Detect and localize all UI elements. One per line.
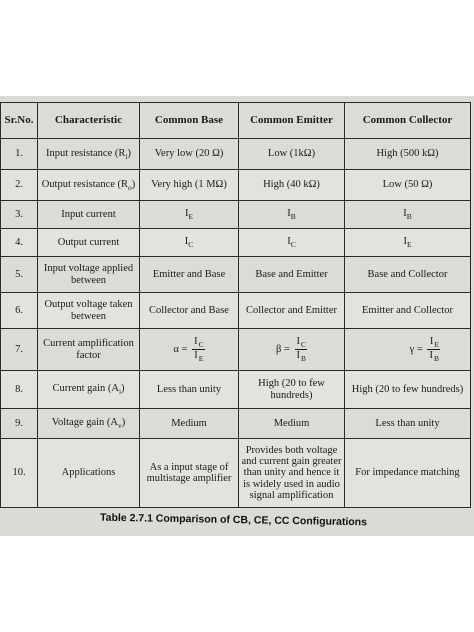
row-cc-formula: γ = $\frac{I_E}{I_B}$ xyxy=(345,329,471,371)
table-row xyxy=(1,329,471,371)
header-common-collector: Common Collector xyxy=(345,103,471,139)
row-number: 2. xyxy=(1,170,38,201)
header-characteristic: Characteristic xyxy=(38,103,140,139)
row-ce-value: $I_C$ xyxy=(239,229,345,257)
row-cc-value: For impedance matching xyxy=(345,439,471,508)
row-characteristic: Output voltage taken between xyxy=(38,293,140,329)
row-ce-value: $I_B$ xyxy=(239,201,345,229)
fraction: $\frac{I_E}{I_B}$ xyxy=(429,336,439,364)
row-characteristic: Output resistance $(R_o)$ xyxy=(38,170,140,201)
table-row xyxy=(1,439,471,508)
row-cc-value: $I_E$ xyxy=(345,229,471,257)
row-cb-value: Medium xyxy=(140,409,239,439)
row-number: 6. xyxy=(1,293,38,329)
row-number: 8. xyxy=(1,371,38,409)
row-characteristic: Applications xyxy=(38,439,140,508)
table-row xyxy=(1,170,471,201)
row-ce-value: High (20 to few hundreds) xyxy=(239,371,345,409)
row-characteristic: Output current xyxy=(38,229,140,257)
row-characteristic: Input current xyxy=(38,201,140,229)
row-cc-value: Base and Collector xyxy=(345,257,471,293)
row-cc-value: High (500 kΩ) xyxy=(345,139,471,170)
row-ce-value: Provides both voltage and current gain greater than unity and hence it is widely used in audio signal amplification xyxy=(239,439,345,508)
table-row xyxy=(1,409,471,439)
table-row xyxy=(1,293,471,329)
row-number: 3. xyxy=(1,201,38,229)
header-srno: Sr.No. xyxy=(1,103,38,139)
row-number: 4. xyxy=(1,229,38,257)
row-cc-value: High (20 to few hundreds) xyxy=(345,371,471,409)
table-row xyxy=(1,139,471,170)
row-number: 10. xyxy=(1,439,38,508)
row-ce-value: Collector and Emitter xyxy=(239,293,345,329)
table-header-row xyxy=(1,103,471,139)
row-ce-value: High (40 kΩ) xyxy=(239,170,345,201)
comparison-table xyxy=(0,102,471,508)
row-ce-value: Low (1kΩ) xyxy=(239,139,345,170)
row-cc-value: Less than unity xyxy=(345,409,471,439)
row-characteristic: Input resistance $(R_i)$ xyxy=(38,139,140,170)
row-ce-formula: β = $\frac{I_C}{I_B}$ xyxy=(239,329,345,371)
row-cc-value: Low (50 Ω) xyxy=(345,170,471,201)
table-caption: Table 2.7.1 Comparison of CB, CE, CC Configurations xyxy=(99,511,368,529)
fraction: $\frac{I_C}{I_B}$ xyxy=(296,336,307,364)
row-number: 9. xyxy=(1,409,38,439)
row-cc-value: Emitter and Collector xyxy=(345,293,471,329)
row-cb-value: $I_C$ xyxy=(140,229,239,257)
row-cb-value: $I_E$ xyxy=(140,201,239,229)
table-row xyxy=(1,257,471,293)
row-number: 5. xyxy=(1,257,38,293)
fraction: $\frac{I_C}{I_E}$ xyxy=(194,336,204,364)
row-characteristic: Input voltage applied between xyxy=(38,257,140,293)
row-number: 1. xyxy=(1,139,38,170)
row-characteristic: Current amplification factor xyxy=(38,329,140,371)
row-cc-value: $I_B$ xyxy=(345,201,471,229)
row-cb-value: Less than unity xyxy=(140,371,239,409)
row-characteristic: Voltage gain $(A_v)$ xyxy=(38,409,140,439)
row-number: 7. xyxy=(1,329,38,371)
table-row xyxy=(1,371,471,409)
row-ce-value: Medium xyxy=(239,409,345,439)
table-row xyxy=(1,201,471,229)
row-cb-formula: α = $\frac{I_C}{I_E}$ xyxy=(140,329,239,371)
row-ce-value: Base and Emitter xyxy=(239,257,345,293)
header-common-base: Common Base xyxy=(140,103,239,139)
header-common-emitter: Common Emitter xyxy=(239,103,345,139)
table-row xyxy=(1,229,471,257)
row-cb-value: Very high (1 MΩ) xyxy=(140,170,239,201)
row-characteristic: Current gain $(A_i)$ xyxy=(38,371,140,409)
row-cb-value: Emitter and Base xyxy=(140,257,239,293)
row-cb-value: Collector and Base xyxy=(140,293,239,329)
row-cb-value: Very low (20 Ω) xyxy=(140,139,239,170)
row-cb-value: As a input stage of multistage amplifier xyxy=(140,439,239,508)
